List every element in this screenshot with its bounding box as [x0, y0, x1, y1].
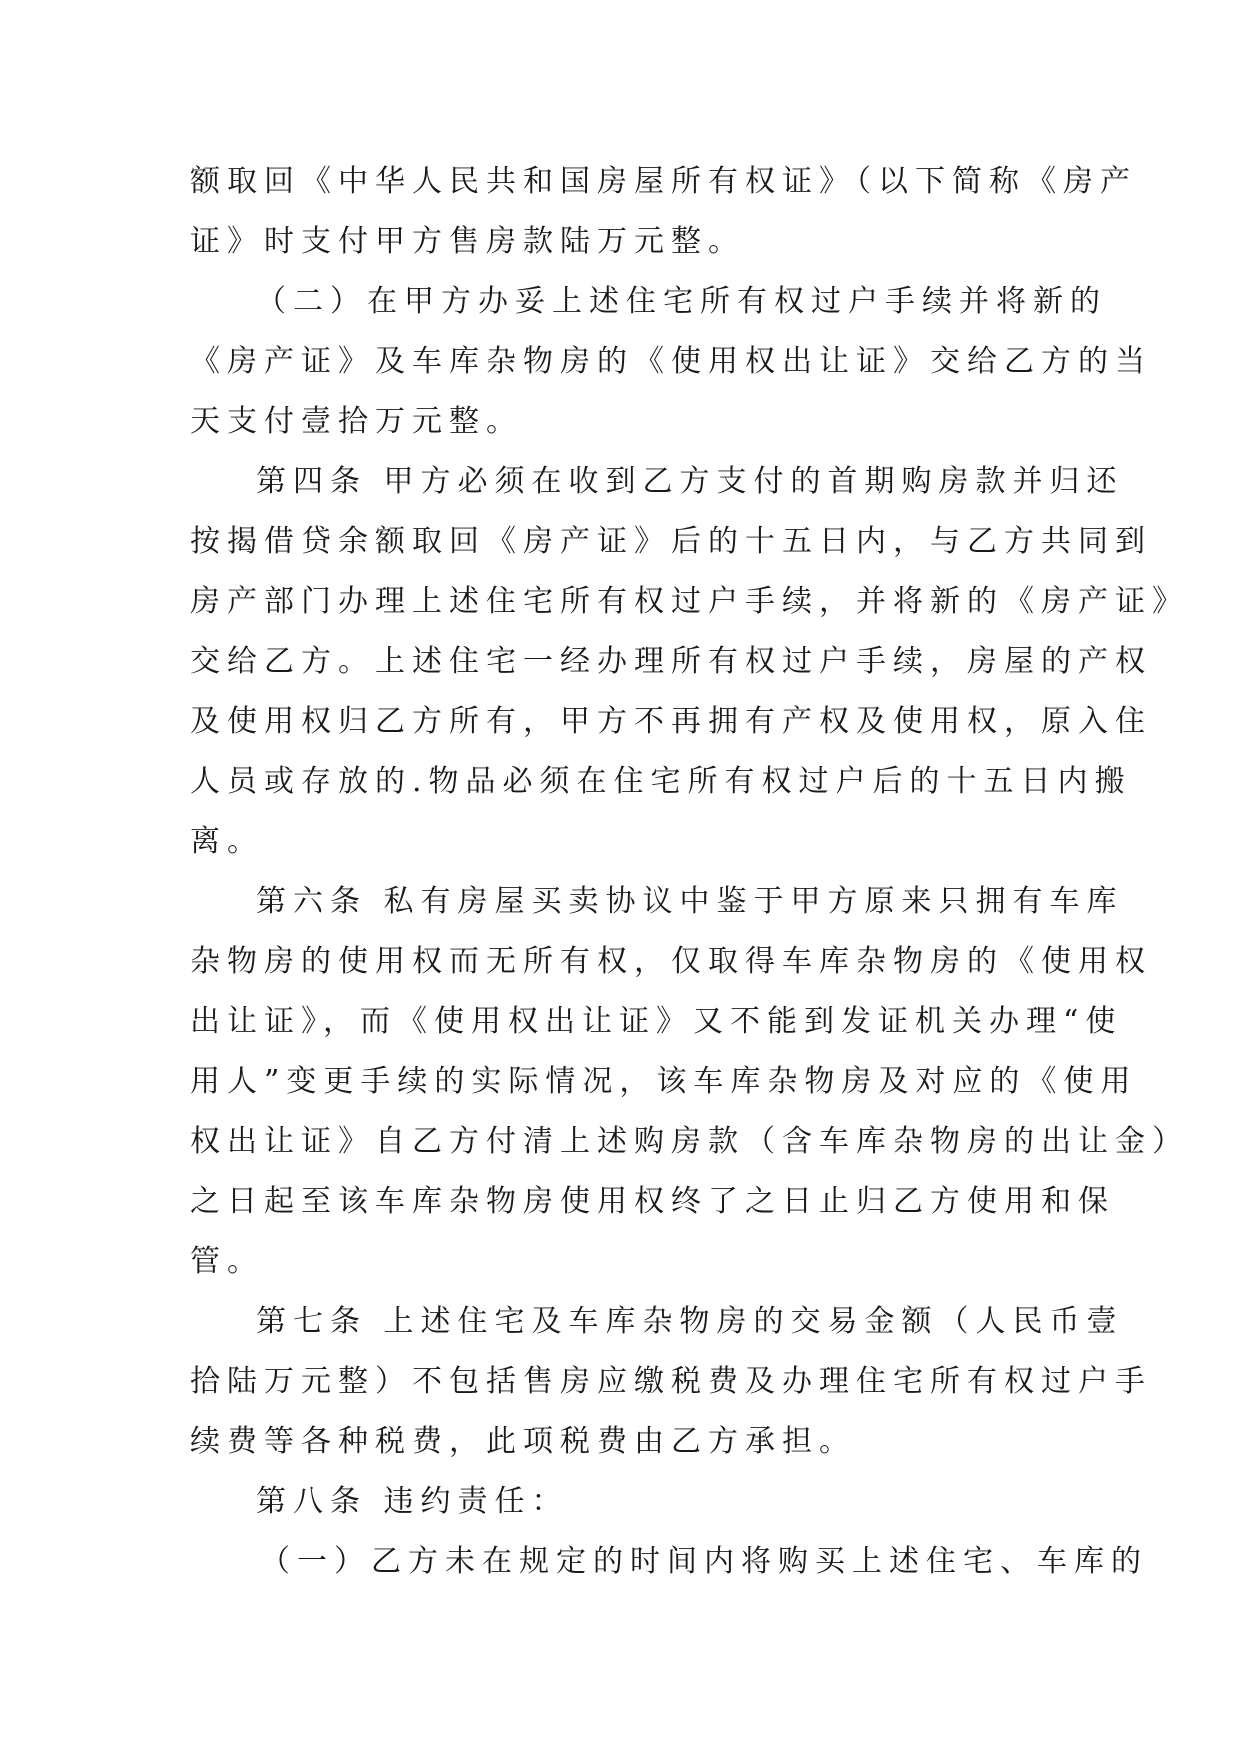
text-line: 拾陆万元整）不包括售房应缴税费及办理住宅所有权过户手	[190, 1364, 1152, 1399]
text-line: 及使用权归乙方所有，甲方不再拥有产权及使用权，原入住	[190, 704, 1152, 739]
text-line: 出让证》，而《使用权出让证》又不能到发证机关办理“使	[190, 1004, 1123, 1039]
text-line: 人员或存放的.物品必须在住宅所有权过户后的十五日内搬	[190, 764, 1132, 799]
text-line: 《房产证》及车库杂物房的《使用权出让证》交给乙方的当	[190, 344, 1152, 379]
document-body	[190, 152, 1189, 1592]
text-line: 第六条 私有房屋买卖协议中鉴于甲方原来只拥有车库	[256, 884, 1124, 919]
text-line: 第八条 违约责任：	[256, 1484, 569, 1519]
text-line: 离。	[190, 824, 264, 859]
text-line: 房产部门办理上述住宅所有权过户手续，并将新的《房产证》	[190, 584, 1189, 619]
text-line: 权出让证》自乙方付清上述购房款（含车库杂物房的出让金）	[190, 1124, 1189, 1159]
text-line: 第四条 甲方必须在收到乙方支付的首期购房款并归还	[256, 464, 1124, 499]
text-line: 第七条 上述住宅及车库杂物房的交易金额（人民币壹	[256, 1304, 1124, 1339]
text-line: （二）在甲方办妥上述住宅所有权过户手续并将新的	[256, 284, 1107, 319]
text-line: 杂物房的使用权而无所有权，仅取得车库杂物房的《使用权	[190, 944, 1152, 979]
text-line: 续费等各种税费，此项税费由乙方承担。	[190, 1424, 856, 1459]
text-line: 按揭借贷余额取回《房产证》后的十五日内，与乙方共同到	[190, 524, 1152, 559]
text-line: 额取回《中华人民共和国房屋所有权证》（以下简称《房产	[190, 164, 1137, 199]
text-line: 天支付壹拾万元整。	[190, 404, 523, 439]
text-line: 交给乙方。上述住宅一经办理所有权过户手续，房屋的产权	[190, 644, 1152, 679]
text-line: 用人”变更手续的实际情况，该车库杂物房及对应的《使用	[190, 1064, 1138, 1099]
text-line: （一）乙方未在规定的时间内将购买上述住宅、车库的	[260, 1544, 1148, 1579]
text-line: 之日起至该车库杂物房使用权终了之日止归乙方使用和保	[190, 1184, 1115, 1219]
text-line: 证》时支付甲方售房款陆万元整。	[190, 224, 745, 259]
text-line: 管。	[190, 1244, 264, 1279]
